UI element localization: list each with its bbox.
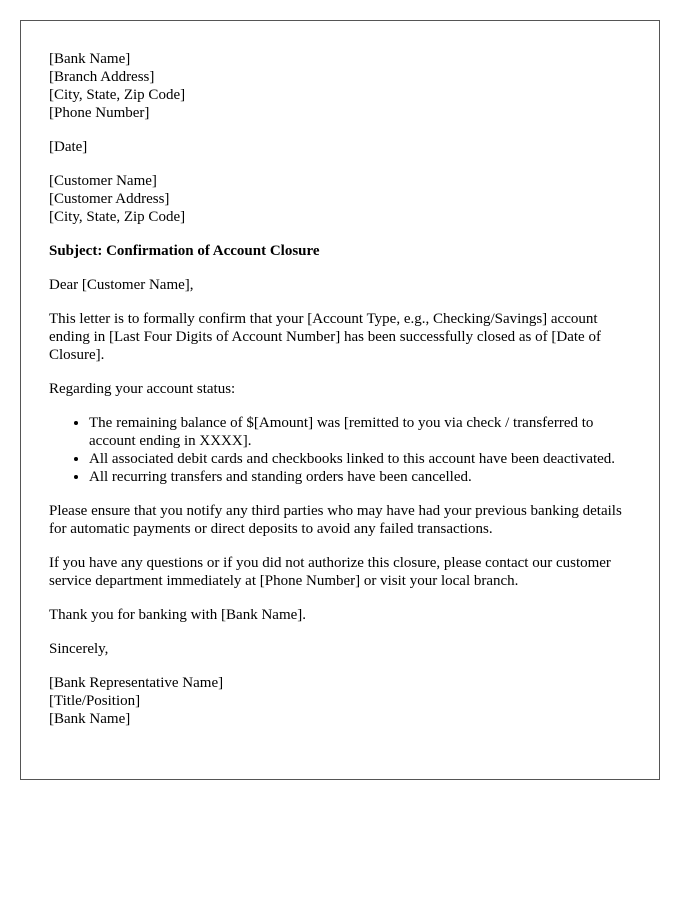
salutation: Dear [Customer Name], [49, 277, 194, 293]
questions-paragraph: If you have any questions or if you did not authorize this closure, please contact our customer service department immediately at [Phone Number] or visit your local branch. [49, 555, 611, 589]
list-item: • All recurring transfers and standing orders have been cancelled. [89, 468, 631, 486]
sender-phone: [Phone Number] [49, 105, 150, 121]
sender-city-state-zip: [City, State, Zip Code] [49, 87, 186, 103]
status-heading: Regarding your account status: [49, 381, 236, 397]
notify-paragraph: Please ensure that you notify any third parties who may have had your previous banking details for automatic payments or direct deposits to avoid any failed transactions. [49, 503, 622, 537]
signature-title: [Title/Position] [49, 693, 141, 709]
signature-bank-name: [Bank Name] [49, 711, 131, 727]
list-item: • All associated debit cards and checkbooks linked to this account have been deactivated. [89, 450, 631, 468]
sender-branch-address: [Branch Address] [49, 69, 155, 85]
recipient-city-state-zip: [City, State, Zip Code] [49, 209, 186, 225]
sender-bank-name: [Bank Name] [49, 51, 131, 67]
signature-block [49, 674, 631, 728]
list-item: • The remaining balance of $[Amount] was [remitted to you via check / transferred to account ending in XXXX]. [89, 414, 631, 450]
recipient-name: [Customer Name] [49, 173, 157, 189]
subject-line: Subject: Confirmation of Account Closure [49, 243, 320, 259]
recipient-address [49, 172, 631, 226]
thanks-paragraph: Thank you for banking with [Bank Name]. [49, 607, 307, 623]
closing: Sincerely, [49, 641, 109, 657]
date-text: [Date] [49, 139, 88, 155]
recipient-address-line: [Customer Address] [49, 191, 170, 207]
letter-page [20, 20, 660, 780]
status-list [49, 414, 631, 486]
signature-representative: [Bank Representative Name] [49, 675, 224, 691]
letter-date [49, 138, 631, 156]
sender-address [49, 50, 631, 122]
intro-paragraph: This letter is to formally confirm that your [Account Type, e.g., Checking/Savings] account ending in [Last Four Digits of Account Number] has been successfully closed as of [Date of Closure]. [49, 311, 601, 363]
